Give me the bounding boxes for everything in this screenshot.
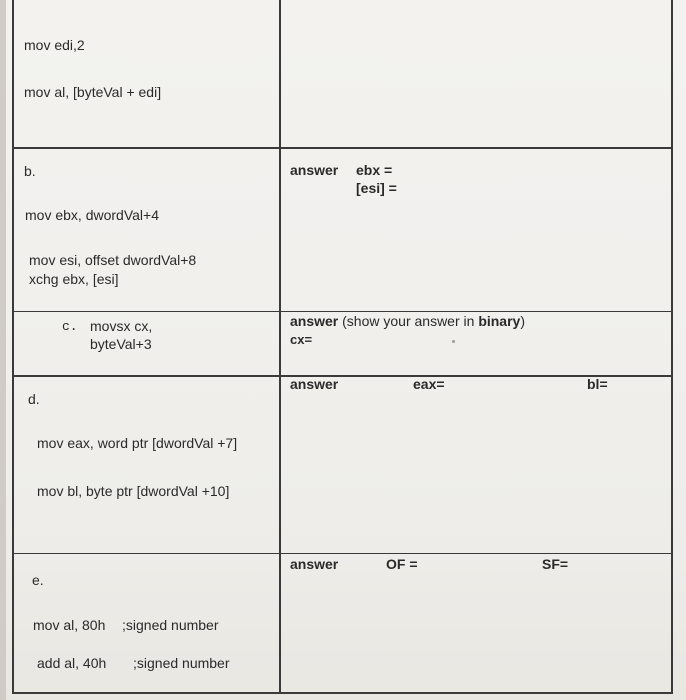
- part-c-answer-label: answer: [290, 313, 339, 329]
- part-d-instruction-2: mov bl, byte ptr [dwordVal +10]: [37, 483, 230, 499]
- top-instruction-2: mov al, [byteVal + edi]: [24, 84, 162, 100]
- part-d-bl-label: bl=: [587, 376, 608, 392]
- row-divider-2: [12, 311, 673, 312]
- column-divider: [279, 0, 281, 694]
- part-d-label: d.: [28, 391, 40, 407]
- part-d-instruction-1: mov eax, word ptr [dwordVal +7]: [37, 435, 238, 451]
- part-e-of-label: OF =: [386, 556, 418, 572]
- part-e-answer-label: answer: [290, 556, 339, 572]
- part-c-answer-note-binary: binary: [478, 313, 521, 329]
- row-divider-4: [12, 553, 673, 554]
- top-instruction-1: mov edi,2: [24, 37, 85, 53]
- part-b-instruction-2: mov esi, offset dwordVal+8: [29, 252, 197, 268]
- part-b-answer-label: answer: [290, 162, 339, 178]
- part-e-sf-label: SF=: [542, 556, 569, 572]
- part-c-label: c.: [62, 319, 78, 334]
- part-c-instruction-2: byteVal+3: [90, 336, 152, 352]
- part-c-cx-label: cx=: [290, 332, 313, 347]
- pencil-mark: [452, 340, 455, 343]
- part-d-answer-label: answer: [290, 376, 339, 392]
- part-e-instruction-1-comment: ;signed number: [122, 617, 219, 633]
- part-c-answer-note: (show your answer in: [342, 313, 475, 329]
- table-bottom-border: [12, 692, 673, 694]
- part-b-instruction-1: mov ebx, dwordVal+4: [25, 207, 159, 223]
- part-c-instruction-1: movsx cx,: [90, 318, 153, 334]
- table-left-border: [12, 0, 14, 694]
- part-e-instruction-2-code: add al, 40h: [37, 655, 107, 671]
- row-divider-3: [12, 375, 673, 377]
- row-divider-1: [12, 147, 673, 149]
- part-b-esi-label: [esi] =: [356, 180, 397, 196]
- part-e-label: e.: [32, 572, 44, 588]
- part-c-answer: [290, 313, 525, 330]
- part-e-instruction-2-comment: ;signed number: [133, 655, 230, 671]
- part-b-instruction-3: xchg ebx, [esi]: [29, 271, 119, 287]
- worksheet-table: [6, 0, 686, 700]
- part-b-ebx-label: ebx =: [356, 162, 393, 178]
- part-c-answer-note-end: ): [520, 313, 525, 329]
- table-right-border: [671, 0, 673, 694]
- part-d-eax-label: eax=: [413, 376, 445, 392]
- part-b-label: b.: [24, 163, 36, 179]
- part-e-instruction-1-code: mov al, 80h: [33, 617, 106, 633]
